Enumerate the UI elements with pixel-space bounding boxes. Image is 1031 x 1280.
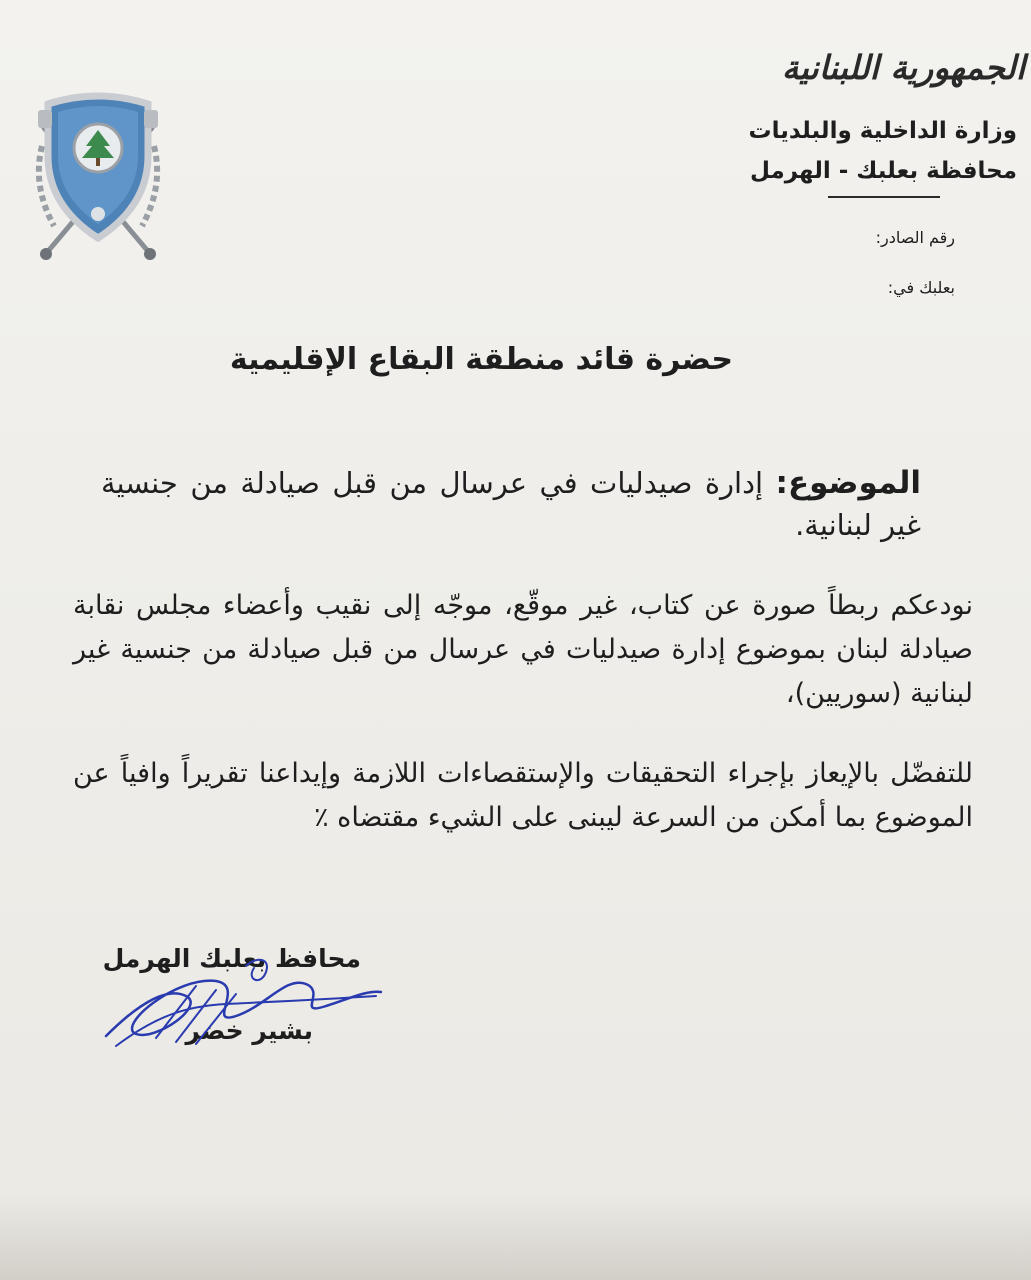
reference-number-label: رقم الصادر: xyxy=(875,228,955,247)
subject-label: الموضوع: xyxy=(775,465,921,501)
security-forces-emblem-icon xyxy=(24,86,172,264)
subject-line xyxy=(101,462,921,546)
header-underline xyxy=(828,196,940,198)
handwritten-signature xyxy=(96,946,386,1056)
page-shadow xyxy=(0,1195,1031,1280)
ministry-name: وزارة الداخلية والبلديات xyxy=(748,118,1017,144)
republic-heading: الجمهورية اللبنانية xyxy=(781,48,1025,87)
subject-text: إدارة صيدليات في عرسال من قبل صيادلة من جنسية غير لبنانية. xyxy=(101,466,921,542)
signatory-title: محافظ بعلبك الهرمل xyxy=(102,944,361,973)
body-paragraph-1: نودعكم ربطاً صورة عن كتاب، غير موقّع، موجّه إلى نقيب وأعضاء مجلس نقابة صيادلة لبنان بموضوع إدارة صيدليات في عرسال من قبل صيادلة من جنسية غير لبنانية (سوريين)، xyxy=(73,590,973,709)
addressee: حضرة قائد منطقة البقاع الإقليمية xyxy=(229,342,733,377)
signatory-name: بشير خضر xyxy=(185,1016,313,1045)
body-paragraph-2: للتفضّل بالإيعاز بإجراء التحقيقات والإستقصاءات اللازمة وإيداعنا تقريراً وافياً عن الموضوع بما أمكن من السرعة ليبنى على الشيء مقتضاه ٪ xyxy=(73,758,973,833)
governorate-name: محافظة بعلبك - الهرمل xyxy=(749,158,1017,184)
place-date-label: بعلبك في: xyxy=(887,278,955,297)
